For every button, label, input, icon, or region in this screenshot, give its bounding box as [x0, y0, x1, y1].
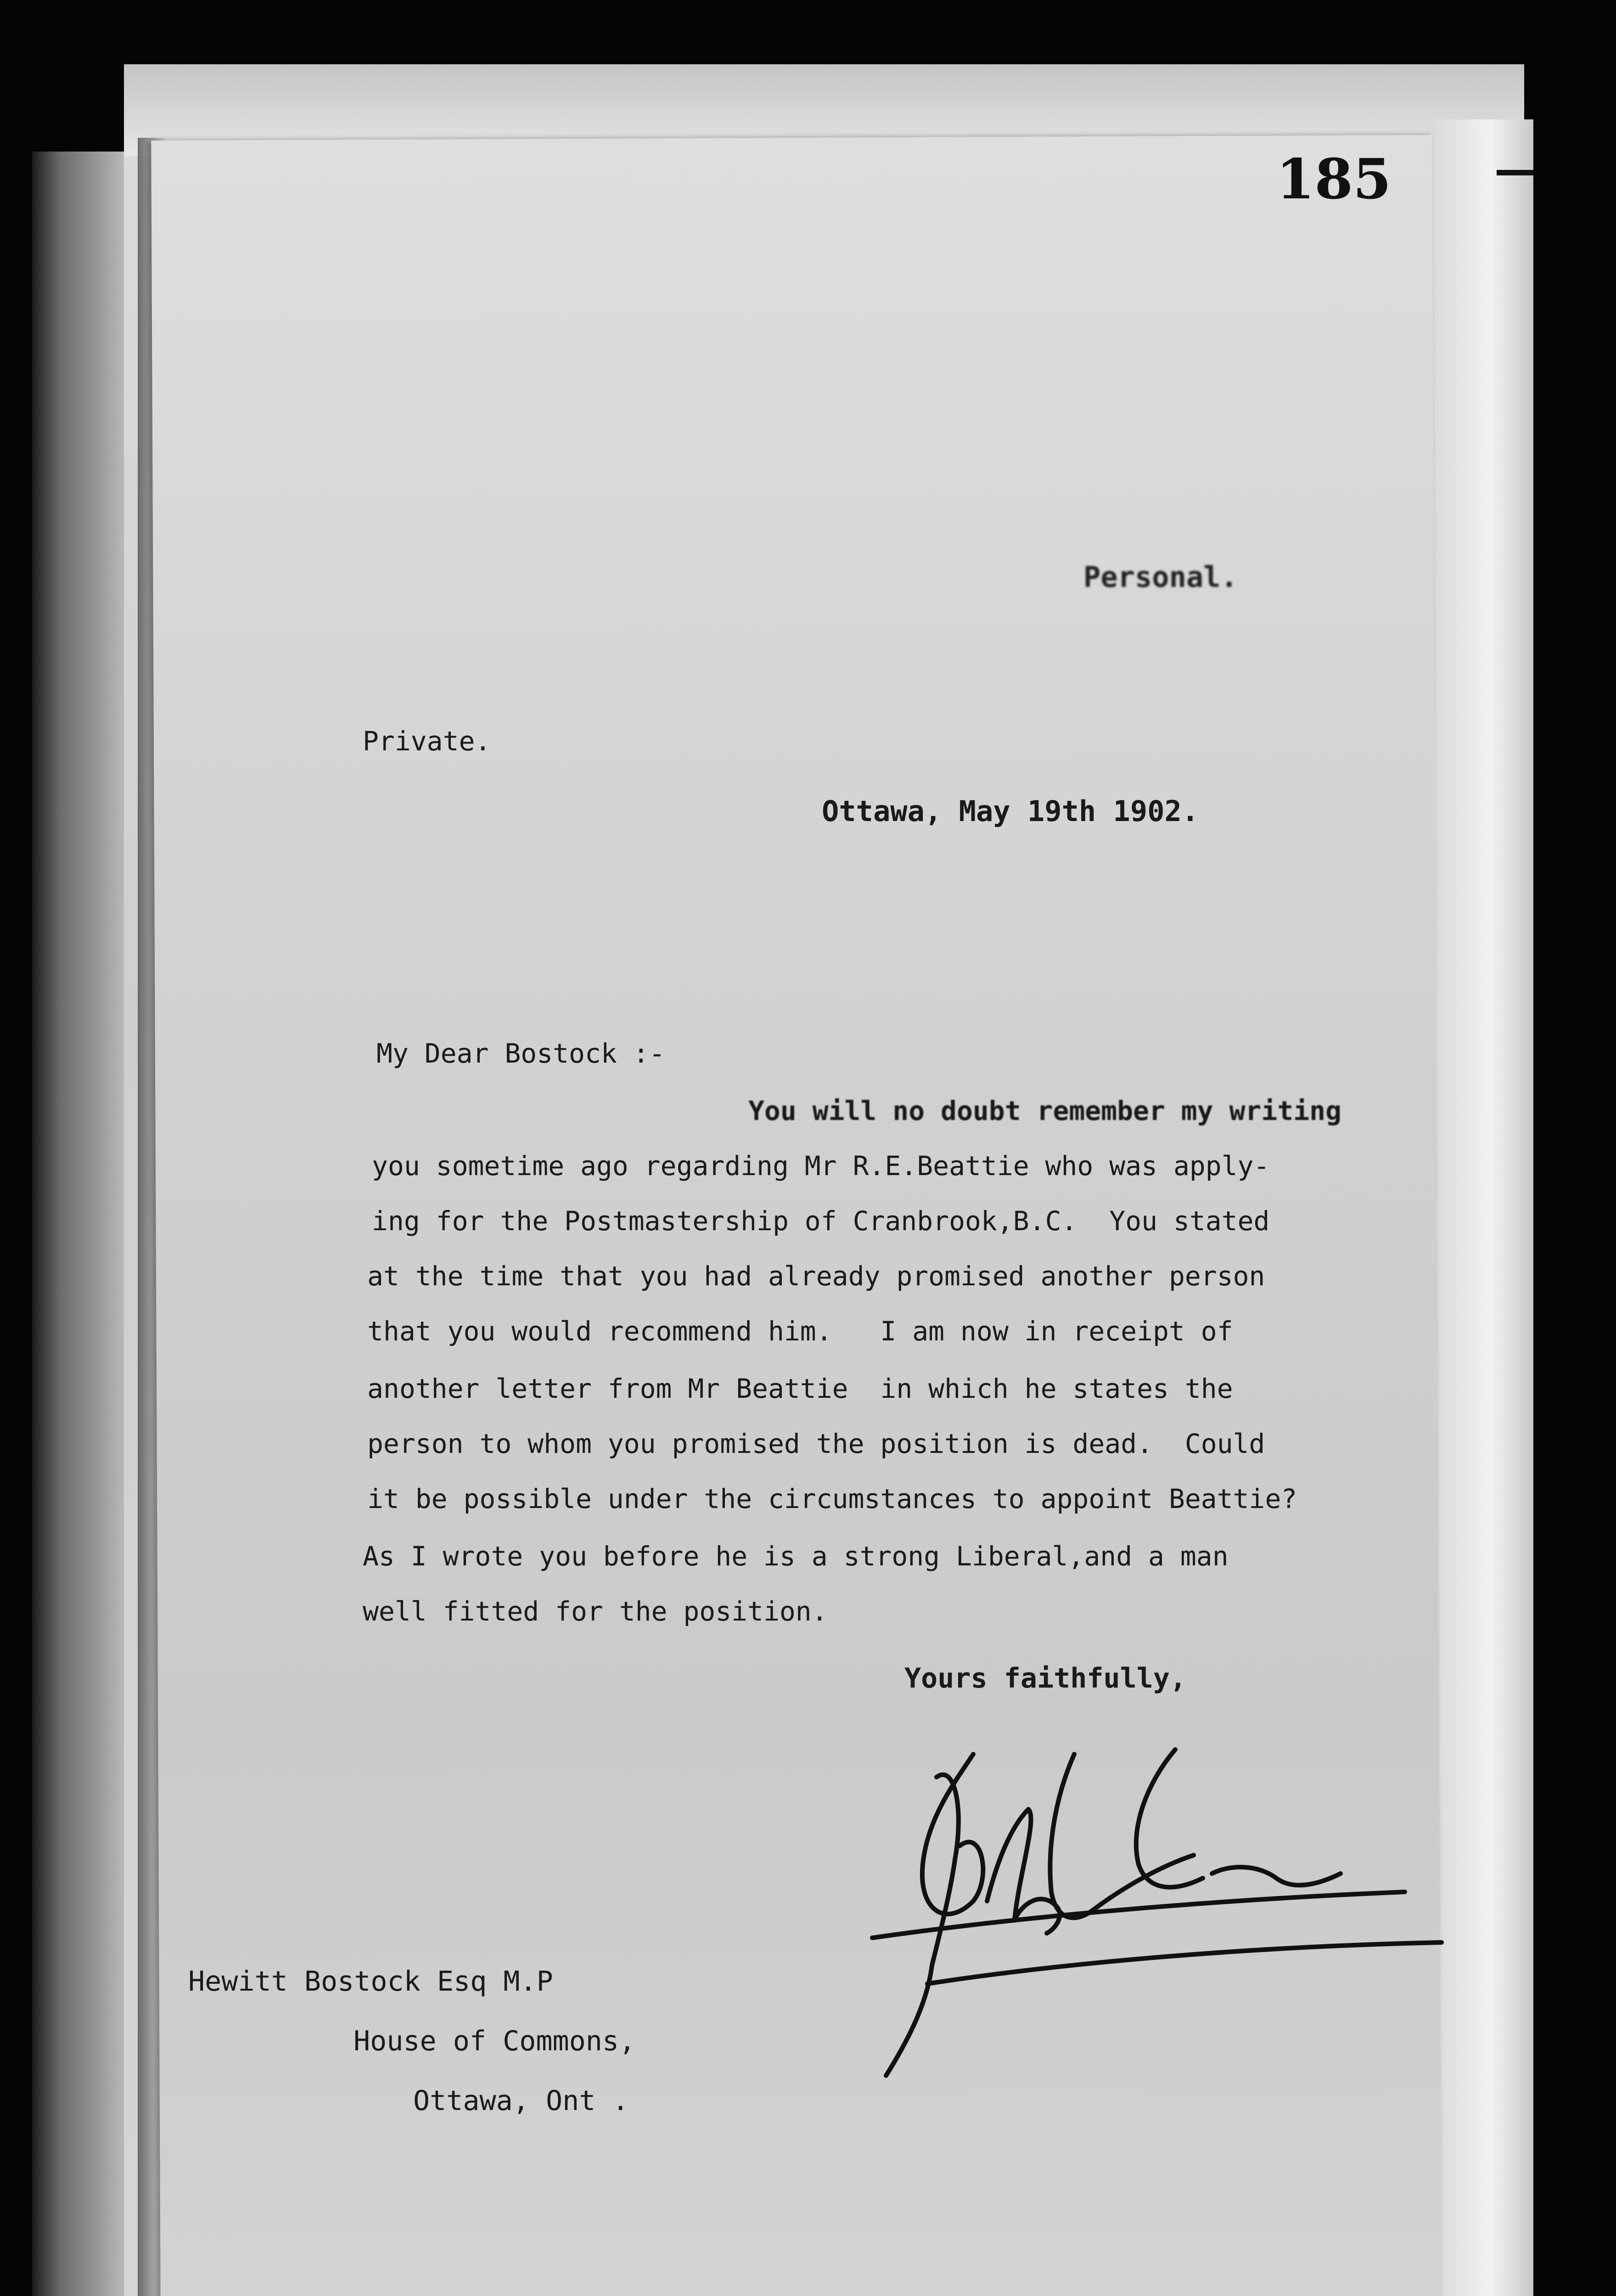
body-line: You will no doubt remember my writing [748, 1095, 1342, 1126]
body-line: ing for the Postmastership of Cranbrook,B.C. You stated [372, 1205, 1270, 1237]
recipient-address-line: Ottawa, Ont . [413, 2085, 629, 2117]
body-line: that you would recommend him. I am now in receipt of [367, 1316, 1233, 1347]
private-marking: Private. [363, 726, 491, 757]
body-line: another letter from Mr Beattie in which he states the [367, 1373, 1233, 1404]
body-line: well fitted for the position. [363, 1596, 828, 1627]
left-film-edge [32, 152, 124, 2296]
handwritten-signature [817, 1727, 1451, 2103]
body-line: it be possible under the circumstances to appoint Beattie? [367, 1483, 1297, 1514]
margin-mark [1497, 170, 1533, 175]
closing: Yours faithfully, [904, 1662, 1187, 1694]
body-line: person to whom you promised the position is dead. Could [367, 1428, 1265, 1459]
personal-stamp: Personal. [1083, 560, 1238, 594]
body-line: you sometime ago regarding Mr R.E.Beattie who was apply- [372, 1150, 1270, 1182]
recipient-name: Hewitt Bostock Esq M.P [188, 1965, 553, 1998]
body-line: at the time that you had already promised another person [367, 1261, 1265, 1292]
body-line: As I wrote you before he is a strong Liberal,and a man [363, 1541, 1229, 1572]
dateline: Ottawa, May 19th 1902. [822, 794, 1199, 828]
page-number: 185 [1276, 147, 1392, 212]
salutation: My Dear Bostock :- [376, 1038, 665, 1069]
recipient-address-line: House of Commons, [354, 2025, 636, 2057]
signature-text: Clifford Sifton [1221, 1893, 1254, 1898]
